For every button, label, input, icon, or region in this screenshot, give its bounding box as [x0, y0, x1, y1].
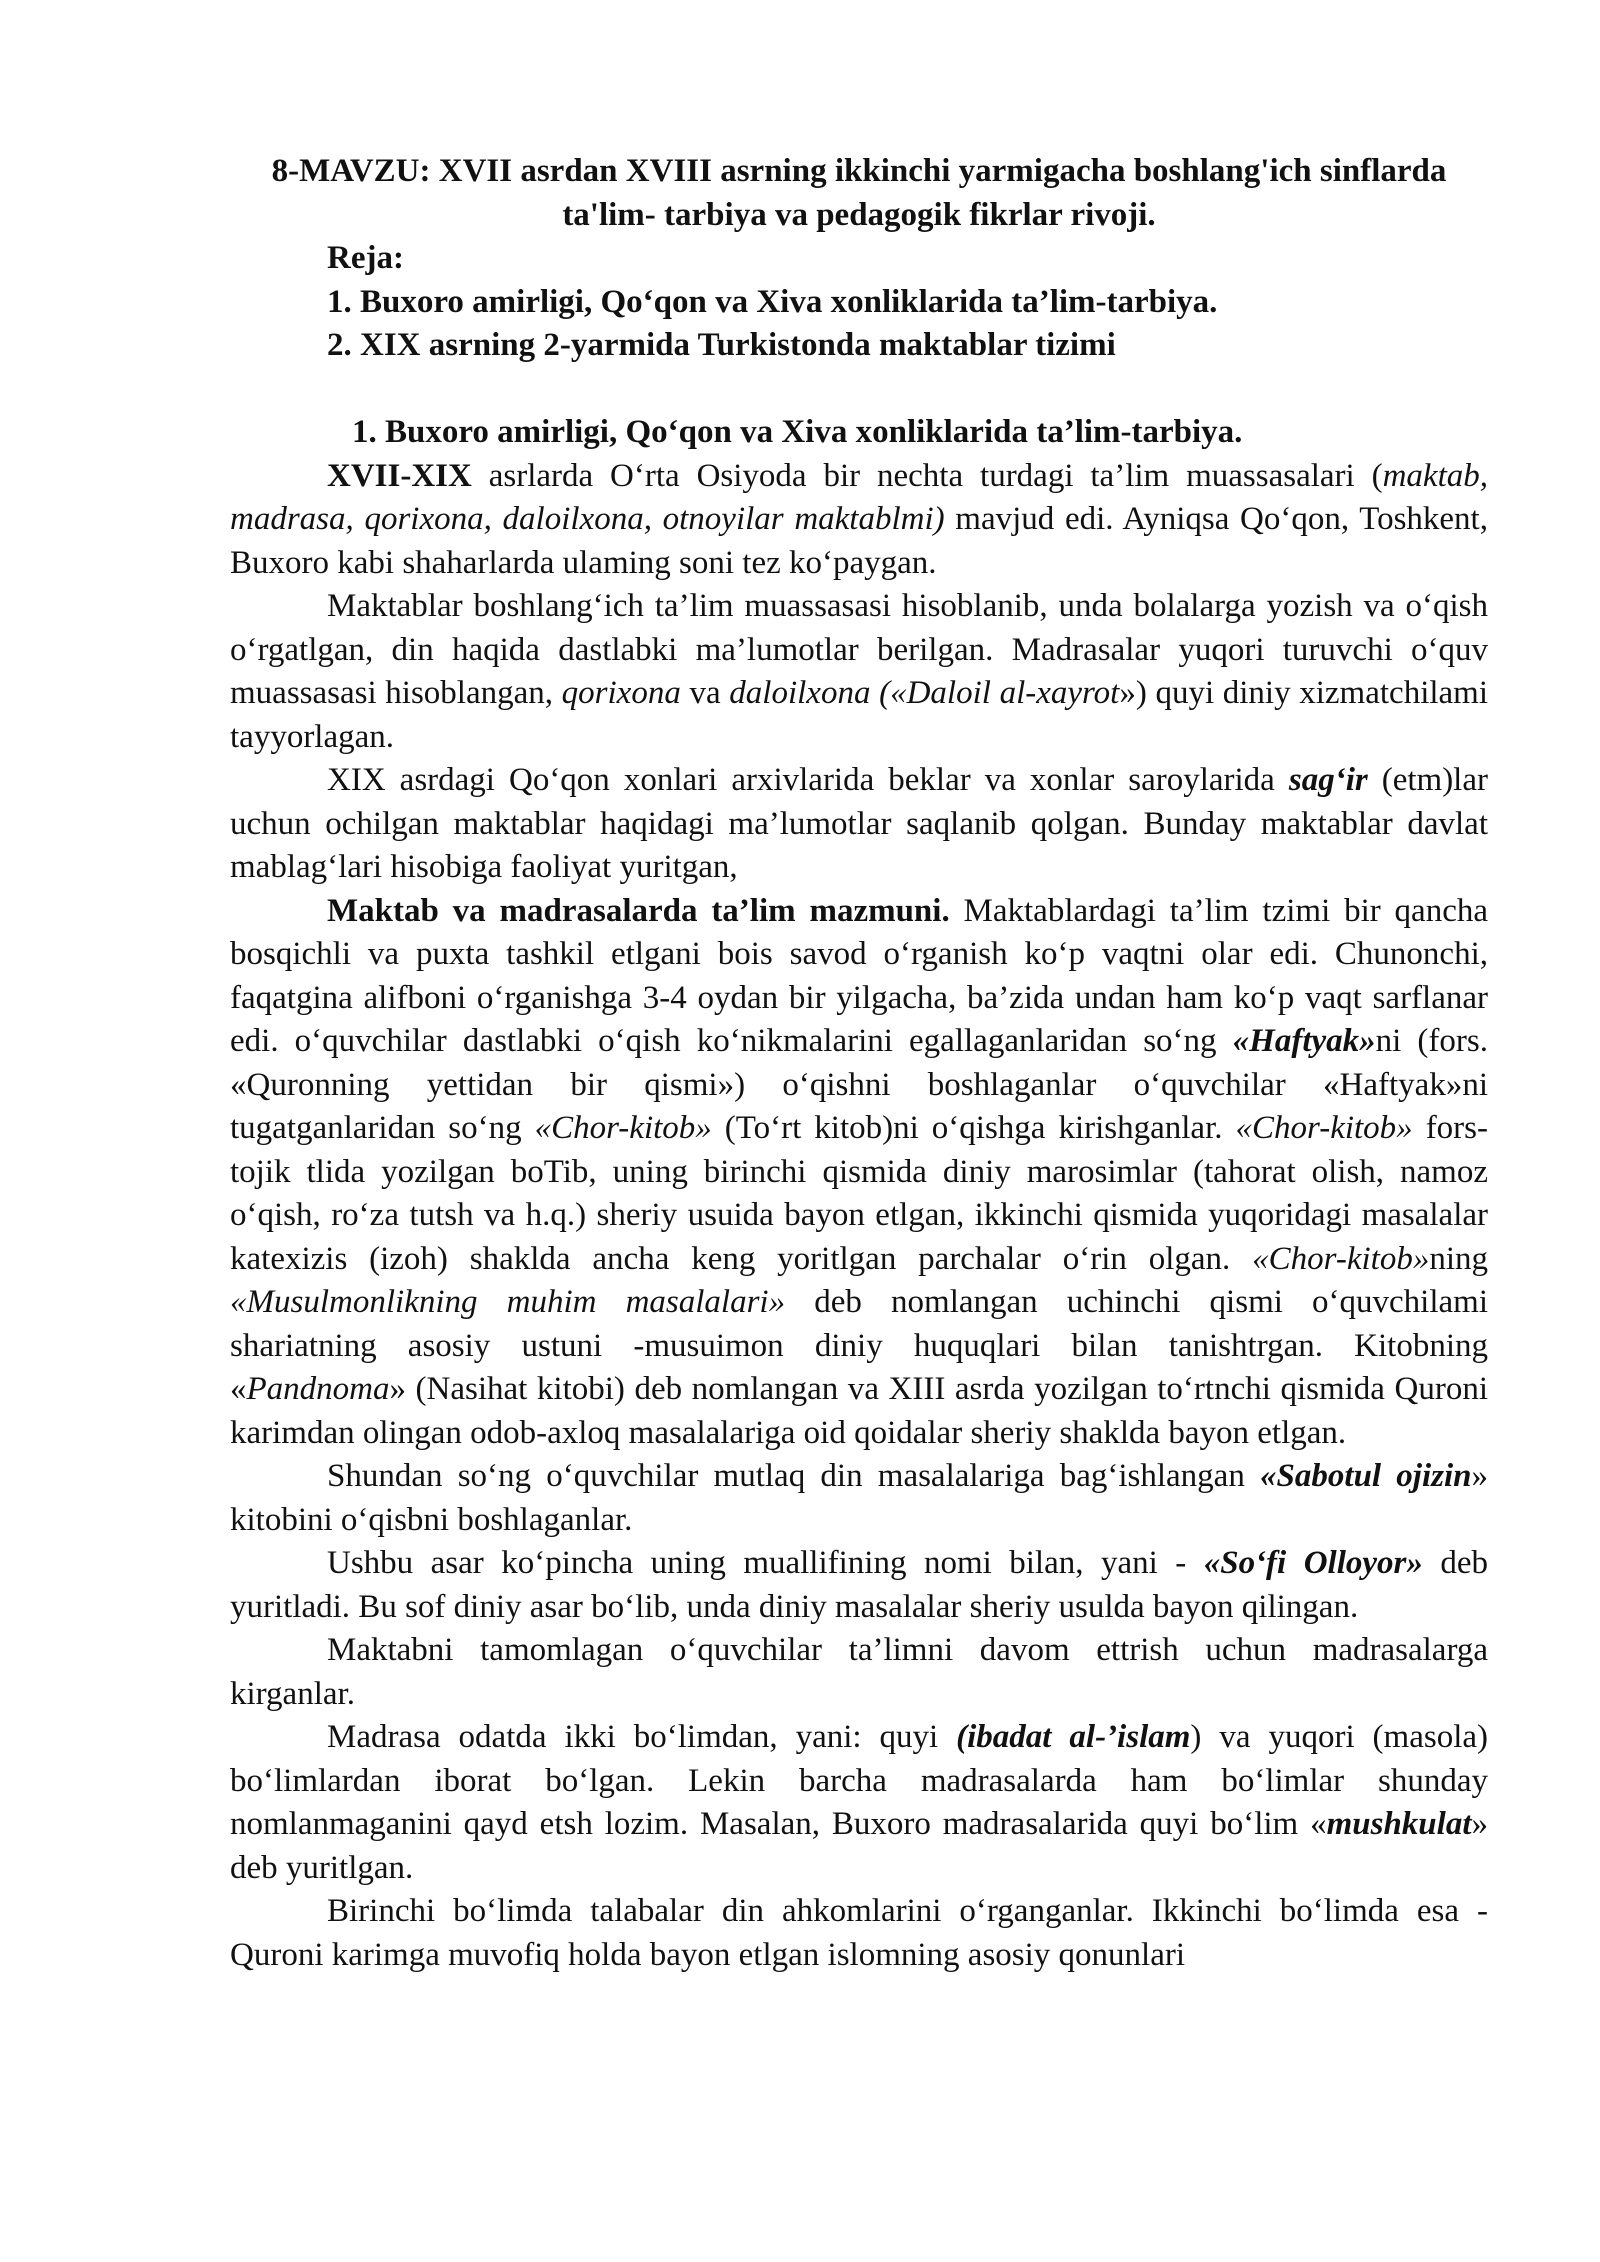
- spacer: [230, 368, 1488, 412]
- section-heading: 1. Buxoro amirligi, Qo‘qon va Xiva xonliklarida ta’lim-tarbiya.: [352, 414, 1243, 450]
- p3-text-1: XIX asrdagi Qo‘qon xonlari arxivlarida beklar va xonlar saroylarida: [327, 762, 1289, 798]
- p1-text-2: mavjud edi. Ayniqsa Qo‘qon, Toshkent, Buxoro kabi shaharlarda ulaming soni tez ko‘paygan.: [230, 501, 1488, 581]
- document-title: 8-MAVZU: XVII asrdan XVIII asrning ikkinchi yarmigacha boshlang'ich sinflarda ta'lim- tarbiya va pedagogik fikrlar rivoji.: [271, 153, 1447, 233]
- p7-text-1: Maktabni tamomlagan o‘quvchilar ta’limni davom ettrish uchun madrasalarga kirganlar.: [230, 1632, 1488, 1712]
- p2-text-2: va: [680, 675, 730, 711]
- paragraph-2: [230, 585, 1488, 759]
- p2-italic-1: qorixona: [561, 675, 681, 711]
- p4-text-5: ning: [1429, 1240, 1488, 1277]
- p4-italic-2: «Chor-kitob»: [1235, 1110, 1413, 1146]
- p2-text-1: Maktablar boshlang‘ich ta’lim muassasasi hisoblanib, unda bolalarga yozish va o‘qish o‘rgatlgan, din haqida dastlabki ma’lumotlar berilgan. Madrasalar yuqori turuvchi o‘quv muassasasi hisoblangan,: [230, 588, 1488, 711]
- p4-text-2: ni (fors. «Quronning yettidan bir qismi») o‘qishni boshlaganlar o‘quvchilar «Haftyak»ni tugatganlaridan so‘ng: [230, 1023, 1488, 1146]
- p4-italic-4: «Musulmonlikning muhim masalalari»: [230, 1284, 786, 1320]
- paragraph-9: [230, 1890, 1488, 1977]
- p4-italic-1: «Chor-kitob»: [534, 1110, 712, 1146]
- p8-bold-italic-1: (ibadat al-’islam: [956, 1719, 1191, 1755]
- paragraph-1: [230, 455, 1488, 586]
- p4-bold-1: Maktab va madrasalarda ta’lim mazmuni.: [327, 892, 950, 929]
- p8-text-3: » deb yuritlgan.: [230, 1806, 1488, 1886]
- p4-text-1: Maktablardagi ta’lim tzimi bir qancha bosqichli va puxta tashkil etlgani bois savod o‘rganish ko‘p vaqtni olar edi. Chunonchi, faqatgina alifboni o‘rganishga 3-4 oydan bir yilgacha, ba’zida undan ham ko‘p vaqt sarflanar edi. o‘quvchilar dastlabki o‘qish ko‘nikmalarini egallaganlaridan so‘ng: [230, 892, 1488, 1059]
- paragraph-3: [230, 759, 1488, 890]
- p9-text-1: Birinchi bo‘limda talabalar din ahkomlarini o‘rganganlar. Ikkinchi bo‘limda esa - Quroni karimga muvofiq holda bayon etlgan islomning asosiy qonunlari: [230, 1893, 1488, 1973]
- plan-item-2: 2. XIX asrning 2-yarmida Turkistonda maktablar tizimi: [327, 327, 1116, 363]
- paragraph-6: [230, 1542, 1488, 1629]
- paragraph-7: [230, 1629, 1488, 1716]
- p4-text-6: deb nomlangan uchinchi qismi o‘quvchilami shariatning asosiy ustuni -musuimon diniy huquqlari bilan tanishtrgan. Kitobning «: [230, 1284, 1488, 1407]
- p5-text-2: » kitobini o‘qisbni boshlaganlar.: [230, 1458, 1488, 1538]
- plan-block: [327, 237, 1488, 368]
- plan-item-1: 1. Buxoro amirligi, Qo‘qon va Xiva xonliklarida ta’lim-tarbiya.: [327, 283, 1218, 320]
- p4-text-4: fors-tojik tlida yozilgan boTib, uning birinchi qismida diniy marosimlar (tahorat olish, namoz o‘qish, ro‘za tutsh va h.q.) sheriy usuida bayon etlgan, ikkinchi qismida yuqoridagi masalalar katexizis (izoh) shakldа ancha keng yoritlgan parchalar o‘rin olgan.: [230, 1110, 1489, 1277]
- p2-text-3: ») quyi diniy xizmatchilami tayyorlagan.: [230, 675, 1489, 755]
- p2-italic-2: daloilxona («Daloil al-xayrot: [729, 675, 1120, 711]
- p4-text-7: » (Nasihat kitobi) deb nomlangan va XIII asrda yozilgan to‘rtnchi qismida Quroni karimdan olingan odob-axloq masalalariga oid qoidalar sheriy shakldа bayon etlgan.: [230, 1371, 1488, 1451]
- paragraph-8: [230, 1716, 1488, 1890]
- p4-bold-italic-1: «Haftyak»: [1232, 1023, 1376, 1059]
- p8-text-2: ) va yuqori (masola) bo‘limlardan iborat bo‘lgan. Lekin barcha madrasalarda ham bo‘limlar shunday nomlanmaganini qayd etsh lozim. Masalan, Buxoro madrasalarida quyi bo‘lim «: [230, 1719, 1489, 1842]
- p4-italic-3: «Chor-kitob»: [1252, 1240, 1430, 1277]
- p3-text-2: (etm)lar uchun ochilgan maktablar haqidagi ma’lumotlar saqlanib qolgan. Bunday maktablar davlat mablag‘lari hisobiga faoliyat yuritgan,: [230, 762, 1488, 885]
- p3-bold-italic-1: sag‘ir: [1288, 762, 1368, 798]
- p6-text-2: deb yuritladi. Bu sof diniy asar bo‘lib, unda diniy masalalar sheriy usulda bayon qilingan.: [230, 1545, 1488, 1625]
- document-page: [230, 150, 1488, 1977]
- paragraph-4: [230, 890, 1488, 1456]
- p6-bold-italic-1: «So‘fi Olloyor»: [1203, 1545, 1423, 1581]
- p5-bold-italic-1: «Sabotul ojizin: [1260, 1458, 1472, 1494]
- plan-label: Reja:: [327, 240, 404, 276]
- paragraph-5: [230, 1455, 1488, 1542]
- p4-italic-5: Pandnoma: [246, 1371, 390, 1407]
- p5-text-1: Shundan so‘ng o‘quvchilar mutlaq din masalalariga bag‘ishlangan: [327, 1458, 1261, 1494]
- p6-text-1: Ushbu asar ko‘pincha uning muallifining nomi bilan, yani -: [327, 1545, 1204, 1581]
- p1-lead: XVII-XIX: [327, 457, 472, 494]
- p1-italic-1: maktab, madrasa, qorixona, daloilxona, otnoyilar maktablmi): [230, 457, 1488, 537]
- p1-text-1: asrlarda O‘rta Osiyoda bir nechta turdagi ta’lim muassasalari (: [471, 457, 1383, 494]
- p8-bold-italic-2: mushkulat: [1326, 1806, 1472, 1842]
- p4-text-3: (To‘rt kitob)ni o‘qishga kirishganlar.: [711, 1110, 1236, 1146]
- p8-text-1: Madrasa odatda ikki bo‘limdan, yani: quyi: [327, 1719, 957, 1755]
